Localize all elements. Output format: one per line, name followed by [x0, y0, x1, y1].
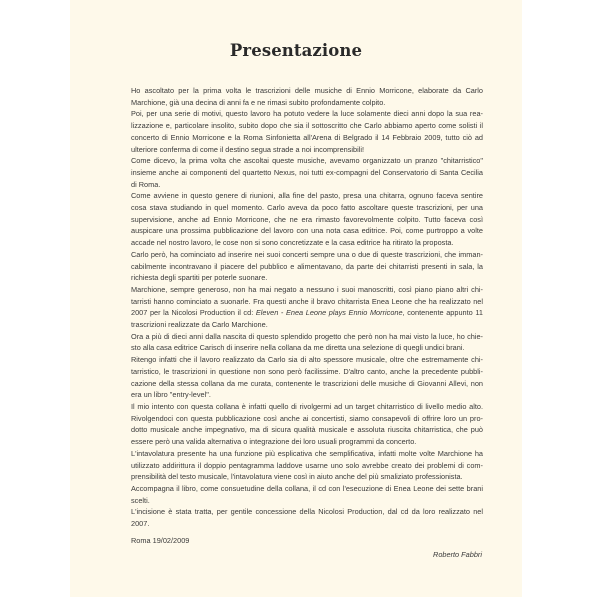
paragraph: Carlo però, ha cominciato ad inserire nei suoi concerti sempre una o due di queste trascrizioni, che immancabilmente incontravano il piacere del pubblico e alimentavano, da parte dei chitarristi presenti in sala, la richiesta degli spartiti per poterle suonare.: [131, 249, 483, 283]
author-signature: Roberto Fabbri: [433, 550, 482, 559]
paragraph-marchione: [131, 284, 483, 331]
paragraph-text: Marchione, sempre generoso, non ha mai negato a nessuno i suoi manoscritti, così piano piano altri chitarristi hanno cominciato a suonarle. Fra questi anche il bravo chitarrista Enea Leone che ha realizzato nel 2007 per la Nicolosi Production il cd:: [131, 284, 483, 318]
paragraph: Ora a più di dieci anni dalla nascita di questo splendido progetto che però non ha mai visto la luce, ho chiesto alla casa editrice Carisch di inserire nella collana da me diretta una selezione di quegli undici brani.: [131, 331, 483, 353]
paragraph: L'intavolatura presente ha una funzione più esplicativa che semplificativa, infatti molte volte Marchione ha utilizzato addirittura il doppio pentagramma laddove usarne uno solo avrebbe creato dei problemi di comprensibilità del testo musicale, l'intavolatura viene così in aiuto anche del più smaliziato professionista.: [131, 448, 483, 482]
paragraph: Come avviene in questo genere di riunioni, alla fine del pasto, presa una chitarra, ognuno faceva sentire cosa stava studiando in quel momento. Carlo aveva da poco fatto ascoltare queste trascrizioni, per una supervisione, anche ad Ennio Morricone, che ne era rimasto favorevolmente colpito. Tutto faceva così auspicare una prossima pubblicazione del lavoro con una nota casa editrice. Poi, come purtroppo a volte accade nel nostro lavoro, le cose non si sono concretizzate e la casa editrice ha ritirato la proposta.: [131, 191, 483, 248]
paragraph: Il mio intento con questa collana è infatti quello di rivolgermi ad un target chitarristico di livello medio alto. Rivolgendoci con questa pubblicazione così anche ai concertisti, siamo consapevoli di offrire loro un prodotto musicale anche impegnativo, ma di sicura qualità musicale e assoluta riuscita chitarristica, che può essere però una valida alternativa o integrazione dei loro usuali programmi da concerto.: [131, 401, 483, 447]
page-title: Presentazione: [229, 41, 363, 60]
paragraph: L'incisione è stata tratta, per gentile concessione della Nicolosi Production, dal cd da loro realizzato nel 2007.: [131, 507, 483, 529]
paragraph: Ho ascoltato per la prima volta le trascrizioni delle musiche di Ennio Morricone, elaborate da Carlo Marchione, già una decina di anni fa e ne rimasi subito profondamente colpito.: [131, 86, 483, 107]
paragraph: Come dicevo, la prima volta che ascoltai queste musiche, avevamo organizzato un pranzo "chitarristico" insieme anche ai componenti del quartetto Nexus, noi tutti ex-compagni del Conservatorio di Santa Cecilia di Roma.: [131, 156, 483, 189]
document-body: [131, 85, 483, 530]
paragraph: Poi, per una serie di motivi, questo lavoro ha potuto vedere la luce solamente dieci anni dopo la sua realizzazione e, particolare insolito, subito dopo che sia il sottoscritto che Carlo abbiamo aperto come solisti il concerto di Ennio Morricone e la Roma Sinfonietta all'Arena di Belgrado il 14 Febbraio 2009, tutto ciò ad ulteriore conferma di come il destino segua strade a noi incomprensibili!: [131, 109, 483, 154]
paragraph-text: , contenente appunto 11 trascrizioni realizzate da Carlo Marchione.: [131, 308, 484, 330]
document-page: [70, 0, 522, 597]
document-date: Roma 19/02/2009: [131, 536, 190, 545]
paragraph: Ritengo infatti che il lavoro realizzato da Carlo sia di alto spessore musicale, oltre che estremamente chitarristico, le trascrizioni in questione non sono però facilissime. D'altro canto, anche la precedente pubblicazione della stessa collana da me curata, contenente le trascrizioni delle musiche di Giovanni Allevi, non era un libro "entry-level".: [131, 355, 483, 400]
paragraph: Accompagna il libro, come consuetudine della collana, il cd con l'esecuzione di Enea Leone dei sette brani scelti.: [131, 483, 483, 505]
cd-title: Eleven - Enea Leone plays Ennio Morricone: [255, 308, 403, 318]
